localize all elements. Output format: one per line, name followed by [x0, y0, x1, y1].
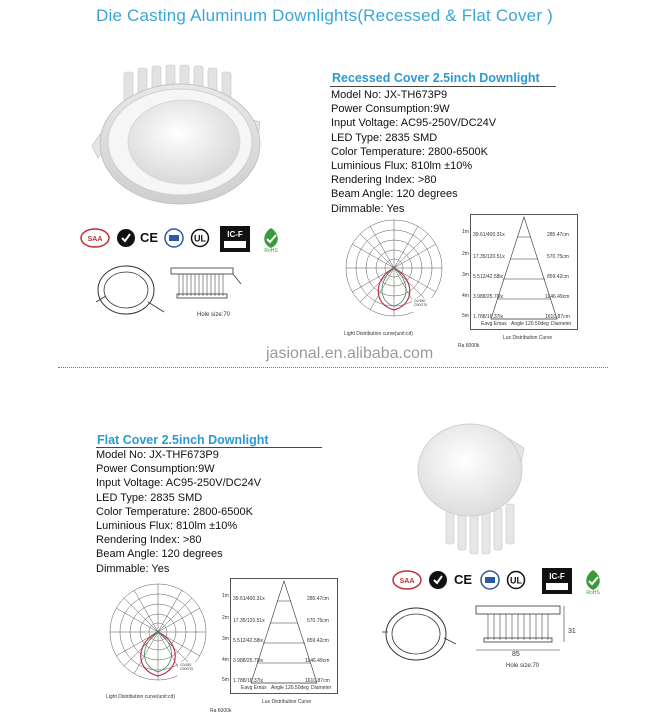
recessed-lux-header-2: Angle 120.50deg	[511, 321, 549, 327]
flat-lux-header-3: Diameter	[311, 685, 332, 691]
flat-lux-left-2: 17.35/120.51x	[233, 618, 265, 624]
spec-cri: Rendering Index: >80	[331, 174, 437, 187]
spec-power: Power Consumption:9W	[96, 463, 215, 476]
ce-mark: CE	[140, 230, 159, 245]
spec-flux: Luminious Flux: 810lm ±10%	[96, 520, 238, 533]
recessed-lux-left-1: 39.61/400.31x	[473, 232, 505, 238]
icf-icon	[542, 568, 572, 594]
recessed-lux-header-1: Eavg Emax	[481, 321, 507, 327]
flat-side-view-drawing	[468, 604, 578, 656]
flat-lux-d-2: 2m	[222, 615, 229, 621]
flat-lux-d-5: 5m	[222, 677, 229, 683]
rohs-icon	[258, 226, 284, 252]
recessed-hole-size: Hole size:70	[197, 312, 231, 318]
ul-label: UL	[510, 575, 522, 586]
recessed-lux-footer: Ra 6000k	[458, 343, 480, 349]
recessed-polar-diagram	[334, 218, 456, 330]
recessed-lux-diagram	[462, 214, 578, 330]
flat-hole-size: Hole size:70	[506, 663, 540, 669]
icf-label: IC-F	[549, 572, 565, 581]
recessed-lux-d-2: 2m	[462, 251, 469, 257]
recessed-lux-header-3: Diameter	[551, 321, 572, 327]
recessed-lux-right-1: 285.47cm	[547, 232, 569, 238]
recessed-cert-row	[80, 226, 300, 254]
flat-downlight-image	[412, 408, 542, 558]
spec-led-type: LED Type: 2835 SMD	[331, 131, 438, 144]
spec-power: Power Consumption:9W	[331, 103, 450, 116]
spec-cri: Rendering Index: >80	[96, 534, 202, 547]
ul-icon	[190, 228, 210, 248]
flat-lux-left-1: 39.61/400.31x	[233, 596, 265, 602]
flat-polar-diagram	[98, 580, 220, 692]
flat-lux-caption: Lux Distribution Curve	[262, 699, 312, 705]
recessed-lux-d-1: 1m	[462, 229, 469, 235]
flat-heading: Flat Cover 2.5inch Downlight	[97, 433, 269, 447]
rohs-label: RoHS	[586, 590, 600, 594]
c-tick-icon	[116, 228, 136, 248]
recessed-lux-left-4: 3.988/25.70lx	[473, 294, 504, 300]
spec-voltage: Input Voltage: AC95-250V/DC24V	[331, 117, 497, 130]
recessed-lux-right-5: 1610.87cm	[545, 314, 570, 320]
saa-label: SAA	[87, 236, 103, 243]
flat-lux-d-3: 3m	[222, 636, 229, 642]
flat-spec-list	[96, 448, 261, 576]
flat-lux-header-2: Angle 120.50deg	[271, 685, 309, 691]
flat-cert-row	[392, 568, 622, 596]
spec-color-temp: Color Temperature: 2800-6500K	[331, 145, 488, 158]
recessed-lux-d-5: 5m	[462, 313, 469, 319]
recessed-lux-left-2: 17.35/120.51x	[473, 254, 505, 260]
svg-text:C0/180: C0/180	[414, 299, 426, 303]
flat-lux-left-4: 3.988/25.70lx	[233, 658, 264, 664]
flat-lux-footer: Ra 6000k	[210, 708, 232, 714]
watermark: jasional.en.alibaba.com	[266, 345, 434, 362]
recessed-heading-underline	[330, 86, 556, 87]
flat-lux-right-2: 570.75cm	[307, 618, 329, 624]
recessed-lux-right-3: 859.42cm	[547, 274, 569, 280]
ce-mark: CE	[454, 572, 473, 587]
rohs-label: RoHS	[264, 248, 278, 252]
spec-model: Model No: JX-THF673P9	[96, 449, 219, 461]
recessed-spec-list	[331, 88, 496, 216]
saa-label: SAA	[399, 578, 415, 585]
flat-lux-diagram	[222, 578, 338, 694]
spec-model: Model No: JX-TH673P9	[331, 89, 448, 101]
recessed-lux-d-3: 3m	[462, 272, 469, 278]
recessed-downlight-image	[88, 62, 268, 210]
saa-icon	[392, 570, 422, 590]
spec-dimmable: Dimmable: Yes	[331, 202, 405, 215]
flat-dim-85: 85	[512, 651, 520, 658]
flat-lux-right-3: 859.42cm	[307, 638, 329, 644]
recessed-lux-caption: Lux Distribution Curve	[503, 335, 553, 341]
recessed-lux-left-3: 5.512/42.58lx	[473, 274, 504, 280]
svg-text:C90/270: C90/270	[414, 303, 428, 307]
recessed-heading: Recessed Cover 2.5inch Downlight	[332, 71, 540, 85]
flat-lux-d-1: 1m	[222, 593, 229, 599]
tuv-icon	[164, 228, 184, 248]
flat-lux-right-4: 1146.49cm	[305, 658, 330, 664]
spec-color-temp: Color Temperature: 2800-6500K	[96, 505, 253, 518]
flat-lux-right-1: 285.47cm	[307, 596, 329, 602]
section-divider	[58, 367, 608, 368]
saa-icon	[80, 228, 110, 248]
recessed-lux-left-5: 1.788/16.37lx	[473, 314, 504, 320]
spec-beam: Beam Angle: 120 degrees	[96, 548, 223, 561]
spec-flux: Luminious Flux: 810lm ±10%	[331, 160, 473, 173]
recessed-lux-right-4: 1146.49cm	[545, 294, 570, 300]
ul-label: UL	[194, 233, 206, 244]
ul-icon	[506, 570, 526, 590]
flat-lux-d-4: 4m	[222, 657, 229, 663]
flat-polar-caption: Light Distribution curve(unit:cd)	[106, 694, 175, 700]
flat-lux-left-3: 5.512/42.58lx	[233, 638, 264, 644]
flat-dim-31: 31	[568, 628, 576, 635]
svg-text:C0/180: C0/180	[180, 663, 192, 667]
recessed-top-view-drawing	[92, 262, 172, 320]
recessed-lux-d-4: 4m	[462, 293, 469, 299]
flat-lux-right-5: 1610.87cm	[305, 678, 330, 684]
icf-icon	[220, 226, 250, 252]
spec-dimmable: Dimmable: Yes	[96, 562, 170, 575]
rohs-icon	[580, 568, 606, 594]
spec-led-type: LED Type: 2835 SMD	[96, 491, 203, 504]
recessed-polar-caption: Light Distribution curve(unit:cd)	[344, 331, 413, 337]
flat-lux-header-1: Eavg Emax	[241, 685, 267, 691]
recessed-lux-right-2: 570.75cm	[547, 254, 569, 260]
c-tick-icon	[428, 570, 448, 590]
recessed-side-view-drawing	[165, 266, 245, 304]
page-title: Die Casting Aluminum Downlights(Recessed & Flat Cover )	[96, 6, 553, 25]
icf-label: IC-F	[227, 230, 243, 239]
flat-top-view-drawing	[380, 604, 460, 664]
spec-voltage: Input Voltage: AC95-250V/DC24V	[96, 477, 262, 490]
flat-lux-left-5: 1.788/16.37lx	[233, 678, 264, 684]
spec-beam: Beam Angle: 120 degrees	[331, 188, 458, 201]
svg-text:C90/270: C90/270	[180, 667, 194, 671]
tuv-icon	[480, 570, 500, 590]
